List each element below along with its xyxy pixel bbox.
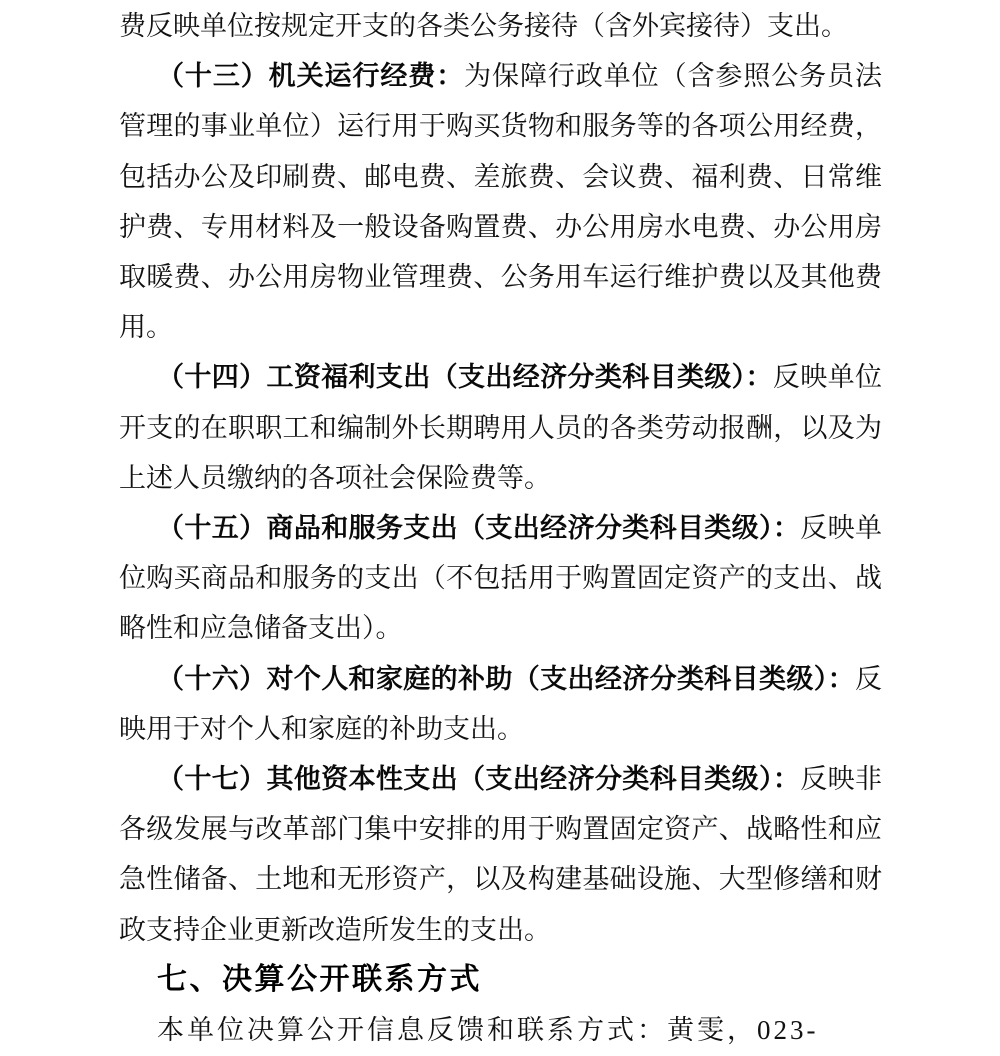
paragraph-item-13 [119, 51, 882, 352]
paragraph-text: 为保障行政单位（含参照公务员法管理的事业单位）运行用于购买货物和服务等的各项公用经费，包括办公及印刷费、邮电费、差旅费、会议费、福利费、日常维护费、专用材料及一般设备购置费、办公用房水电费、办公用房取暖费、办公用房物业管理费、公务用车运行维护费以及其他费用。 [119, 61, 883, 343]
paragraph-text: 反映单位开支的在职职工和编制外长期聘用人员的各类劳动报酬，以及为上述人员缴纳的各项社会保险费等。 [119, 362, 883, 493]
section-heading: 七、决算公开联系方式 [157, 962, 482, 996]
paragraph-text: 反映单位购买商品和服务的支出（不包括用于购置固定资产的支出、战略性和应急储备支出）。 [119, 513, 883, 644]
paragraph-lead: （十七）其他资本性支出（支出经济分类科目类级）： [157, 764, 801, 795]
contact-line-text: 本单位决算公开信息反馈和联系方式：黄雯，023- [157, 1015, 819, 1046]
paragraph-item-17 [119, 754, 882, 955]
paragraph-item-15 [119, 503, 882, 654]
contact-paragraph [119, 1005, 882, 1055]
paragraph-lead: （十五）商品和服务支出（支出经济分类科目类级）： [157, 513, 801, 544]
paragraph-lead: （十六）对个人和家庭的补助（支出经济分类科目类级）： [157, 663, 855, 694]
paragraph-text: 费反映单位按规定开支的各类公务接待（含外宾接待）支出。 [119, 11, 848, 41]
paragraph-text: 反映非各级发展与改革部门集中安排的用于购置固定资产、战略性和应急性储备、土地和无形资产，以及构建基础设施、大型修缮和财政支持企业更新改造所发生的支出。 [119, 764, 883, 945]
paragraph-lead: （十三）机关运行经费： [157, 61, 465, 92]
paragraph-item-16 [119, 654, 882, 754]
paragraph-item-14 [119, 352, 882, 503]
paragraph-continuation [119, 1, 882, 51]
paragraph-text: 反映用于对个人和家庭的补助支出。 [119, 663, 882, 744]
paragraph-lead: （十四）工资福利支出（支出经济分类科目类级）： [157, 362, 773, 393]
